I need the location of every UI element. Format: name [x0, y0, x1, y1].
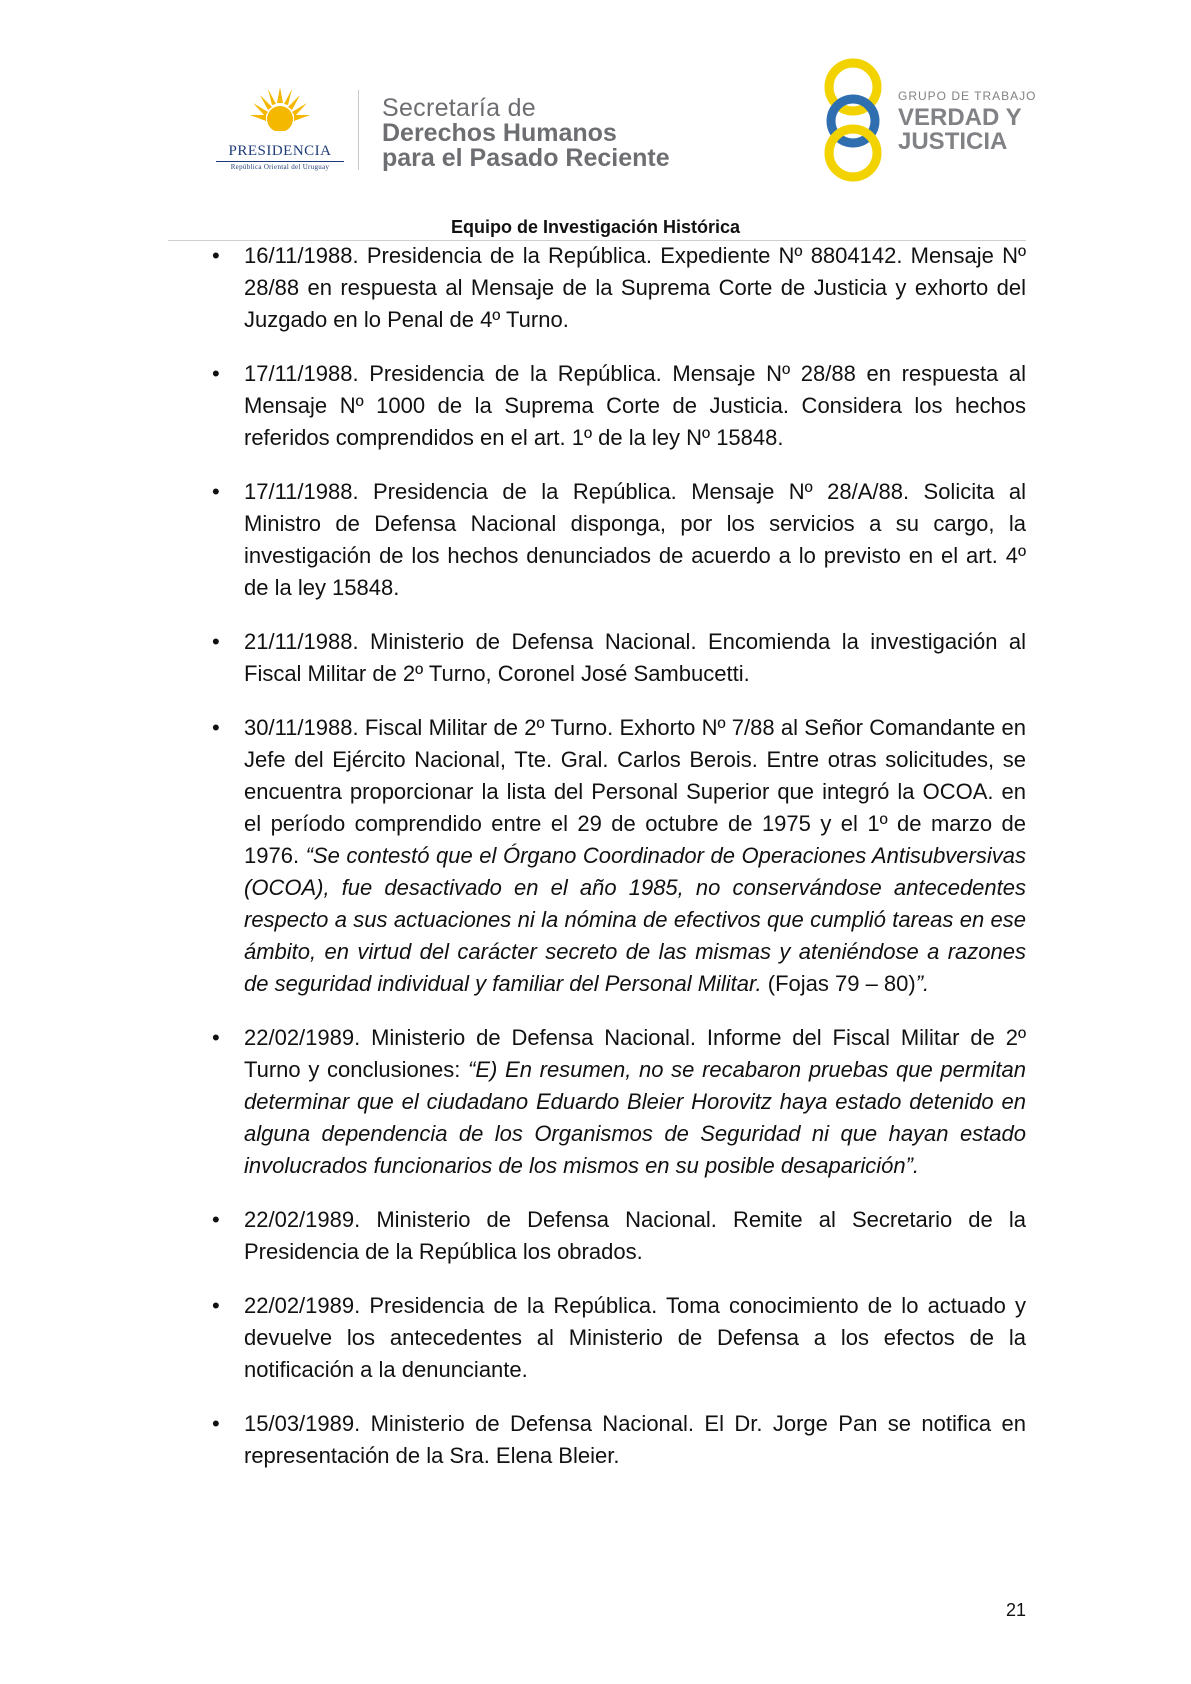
divider: [216, 161, 344, 162]
list-item-text: [244, 240, 1026, 336]
chronology-list: [200, 240, 1026, 1494]
list-item-text: [244, 1204, 1026, 1268]
page-header: [0, 0, 1191, 240]
secretaria-logo-text: [382, 96, 670, 171]
bullet-icon: •: [212, 1411, 220, 1436]
entry-text: 16/11/1988. Presidencia de la República. Expediente Nº 8804142. Mensaje Nº 28/88 en respuesta al Mensaje de la Suprema Corte de Justicia y exhorto del Juzgado en lo Penal de 4º Turno.: [244, 243, 1026, 332]
rings-icon: [820, 55, 900, 185]
entry-text: 22/02/1989. Ministerio de Defensa Nacional. Remite al Secretario de la Presidencia de la República los obrados.: [244, 1207, 1026, 1264]
presidencia-name: PRESIDENCIA: [228, 143, 332, 159]
list-item: [200, 476, 1026, 604]
secretaria-line1: Secretaría de: [382, 94, 536, 122]
list-item: [200, 1204, 1026, 1268]
bullet-icon: •: [212, 243, 220, 268]
list-item-text: [244, 1290, 1026, 1386]
secretaria-line3: para el Pasado Reciente: [382, 144, 670, 172]
entry-text: 21/11/1988. Ministerio de Defensa Nacional. Encomienda la investigación al Fiscal Militar de 2º Turno, Coronel José Sambucetti.: [244, 629, 1026, 686]
sun-icon: [248, 85, 312, 149]
entry-text: 30/11/1988. Fiscal Militar de 2º Turno. Exhorto Nº 7/88 al Señor Comandante en Jefe del Ejército Nacional, Tte. Gral. Carlos Berois. Entre otras solicitudes, se encuentra proporcionar la lista del Personal Superior que integró la OCOA. en el período comprendido entre el 29 de octubre de 1975 y el 1º de marzo de 1976.: [244, 715, 1026, 868]
divider: [358, 90, 359, 170]
quoted-text: “E) En resumen, no se recabaron pruebas que permitan determinar que el ciudadano Eduardo Bleier Horovitz haya estado detenido en alguna dependencia de los Organismos de Seguridad ni que hayan estado involucrados funcionarios de los mismos en su posible desaparición”.: [244, 1057, 1026, 1178]
secretaria-line2: Derechos Humanos: [382, 119, 617, 147]
list-item-text: [244, 476, 1026, 604]
verdad-justicia-logo: [820, 55, 1037, 185]
presidencia-logo: [210, 85, 350, 175]
entry-text: 22/02/1989. Ministerio de Defensa Nacional. Informe del Fiscal Militar de 2º Turno y conclusiones:: [244, 1025, 1026, 1082]
grupo-title-line1: VERDAD Y: [898, 104, 1022, 131]
entry-text: 17/11/1988. Presidencia de la República. Mensaje Nº 28/A/88. Solicita al Ministro de Defensa Nacional disponga, por los servicios a su cargo, la investigación de los hechos denunciados de acuerdo a lo previsto en el art. 4º de la ley 15848.: [244, 479, 1026, 600]
list-item-text: [244, 626, 1026, 690]
entry-text: 22/02/1989. Presidencia de la República. Toma conocimiento de lo actuado y devuelve los antecedentes al Ministerio de Defensa a los efectos de la notificación a la denunciante.: [244, 1293, 1026, 1382]
entry-text: 15/03/1989. Ministerio de Defensa Nacional. El Dr. Jorge Pan se notifica en representación de la Sra. Elena Bleier.: [244, 1411, 1026, 1468]
list-item: [200, 240, 1026, 336]
list-item: [200, 712, 1026, 1000]
list-item-text: [244, 712, 1026, 1000]
bullet-icon: •: [212, 715, 220, 740]
bullet-icon: •: [212, 361, 220, 386]
bullet-icon: •: [212, 1025, 220, 1050]
page-number: 21: [1005, 1600, 1026, 1620]
list-item: [200, 1290, 1026, 1386]
entry-text: (Fojas 79 – 80): [761, 971, 916, 996]
list-item: [200, 358, 1026, 454]
grupo-small-label: GRUPO DE TRABAJO: [898, 89, 1037, 103]
bullet-icon: •: [212, 1207, 220, 1232]
presidencia-subtitle: República Oriental del Uruguay: [230, 163, 330, 171]
team-title: Equipo de Investigación Histórica: [450, 217, 741, 237]
list-item-text: [244, 1022, 1026, 1182]
quoted-text: ”.: [915, 971, 930, 996]
bullet-icon: •: [212, 629, 220, 654]
bullet-icon: •: [212, 1293, 220, 1318]
quoted-text: “Se contestó que el Órgano Coordinador de Operaciones Antisubversivas (OCOA), fue desactivado en el año 1985, no conservándose antecedentes respecto a sus actuaciones ni la nómina de efectivos que cumplió tareas en ese ámbito, en virtud del carácter secreto de las mismas y ateniéndose a razones de seguridad individual y familiar del Personal Militar.: [244, 843, 1026, 996]
list-item-text: [244, 1408, 1026, 1472]
grupo-title-line2: JUSTICIA: [898, 128, 1008, 155]
bullet-icon: •: [212, 479, 220, 504]
list-item: [200, 626, 1026, 690]
list-item: [200, 1408, 1026, 1472]
entry-text: 17/11/1988. Presidencia de la República. Mensaje Nº 28/88 en respuesta al Mensaje Nº 1000 de la Suprema Corte de Justicia. Considera los hechos referidos comprendidos en el art. 1º de la ley Nº 15848.: [244, 361, 1026, 450]
list-item-text: [244, 358, 1026, 454]
list-item: [200, 1022, 1026, 1182]
